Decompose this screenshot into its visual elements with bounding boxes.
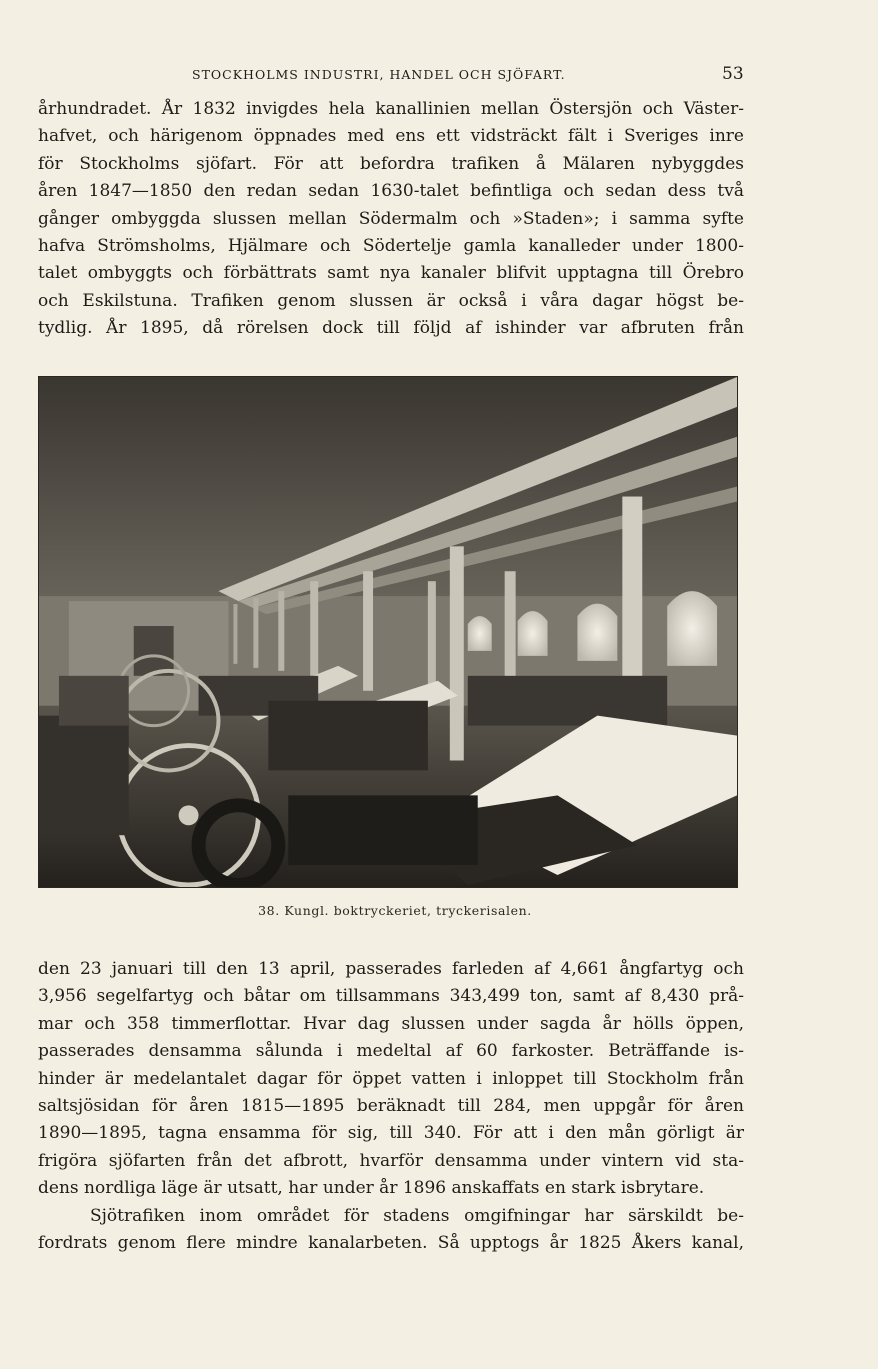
text-line: talet ombyggts och förbättrats samt nya kanaler blifvit upptagna till Örebro: [38, 263, 744, 284]
text-line: dens nordliga läge är utsatt, har under år 1896 anskaffats en stark isbrytare.: [38, 1178, 705, 1199]
text-line: Sjötrafiken inom området för stadens omgifningar har särskildt be-: [90, 1205, 744, 1226]
text-line: den 23 januari till den 13 april, passerades farleden af 4,661 ångfartyg och: [38, 959, 744, 979]
text-line: fordrats genom flere mindre kanalarbeten. Så upptogs år 1825 Åkers kanal,: [38, 1232, 744, 1253]
text-line: hinder är medelantalet dagar för öppet vatten i inloppet till Stockholm från: [38, 1068, 744, 1089]
text-line: 3,956 segelfartyg och båtar om tillsammans 343,499 ton, samt af 8,430 prå-: [38, 986, 744, 1007]
text-line: saltsjösidan för åren 1815—1895 beräknadt till 284, men uppgår för åren: [38, 1095, 744, 1116]
text-line: frigöra sjöfarten från det afbrott, hvarför densamma under vintern vid sta-: [38, 1150, 744, 1171]
text-line: 1890—1895, tagna ensamma för sig, till 340. För att i den mån görligt är: [38, 1123, 744, 1144]
paragraph-bottom: [38, 956, 744, 1257]
running-title: STOCKHOLMS INDUSTRI, HANDEL OCH SJÖFART.: [192, 67, 566, 82]
printing-hall-photograph: [38, 376, 738, 888]
text-line: tydlig. År 1895, då rörelsen dock till följd af ishinder var afbruten från: [38, 318, 744, 339]
text-line: århundradet. År 1832 invigdes hela kanallinien mellan Östersjön och Väster-: [38, 99, 744, 119]
text-line: hafvet, och härigenom öppnades med ens ett vidsträckt fält i Sveriges inre: [38, 126, 744, 147]
text-line: passerades densamma sålunda i medeltal af 60 farkoster. Beträffande is-: [38, 1041, 744, 1062]
text-line: hafva Strömsholms, Hjälmare och Södertelje gamla kanalleder under 1800-: [38, 235, 744, 256]
text-line: och Eskilstuna. Trafiken genom slussen är också i våra dagar högst be-: [38, 290, 744, 311]
text-line: mar och 358 timmerflottar. Hvar dag slussen under sagda år hölls öppen,: [38, 1013, 744, 1034]
photo-illustration: [39, 377, 737, 887]
text-line: åren 1847—1850 den redan sedan 1630-talet befintliga och sedan dess två: [38, 181, 744, 202]
text-line: för Stockholms sjöfart. För att befordra trafiken å Mälaren nybyggdes: [38, 153, 744, 174]
figure-caption: 38. Kungl. boktryckeriet, tryckerisalen.: [258, 903, 532, 918]
page-number: 53: [722, 64, 744, 84]
text-line: gånger ombyggda slussen mellan Södermalm och »Staden»; i samma syfte: [38, 208, 744, 229]
paragraph-top: [38, 96, 744, 343]
running-head: [0, 64, 878, 86]
